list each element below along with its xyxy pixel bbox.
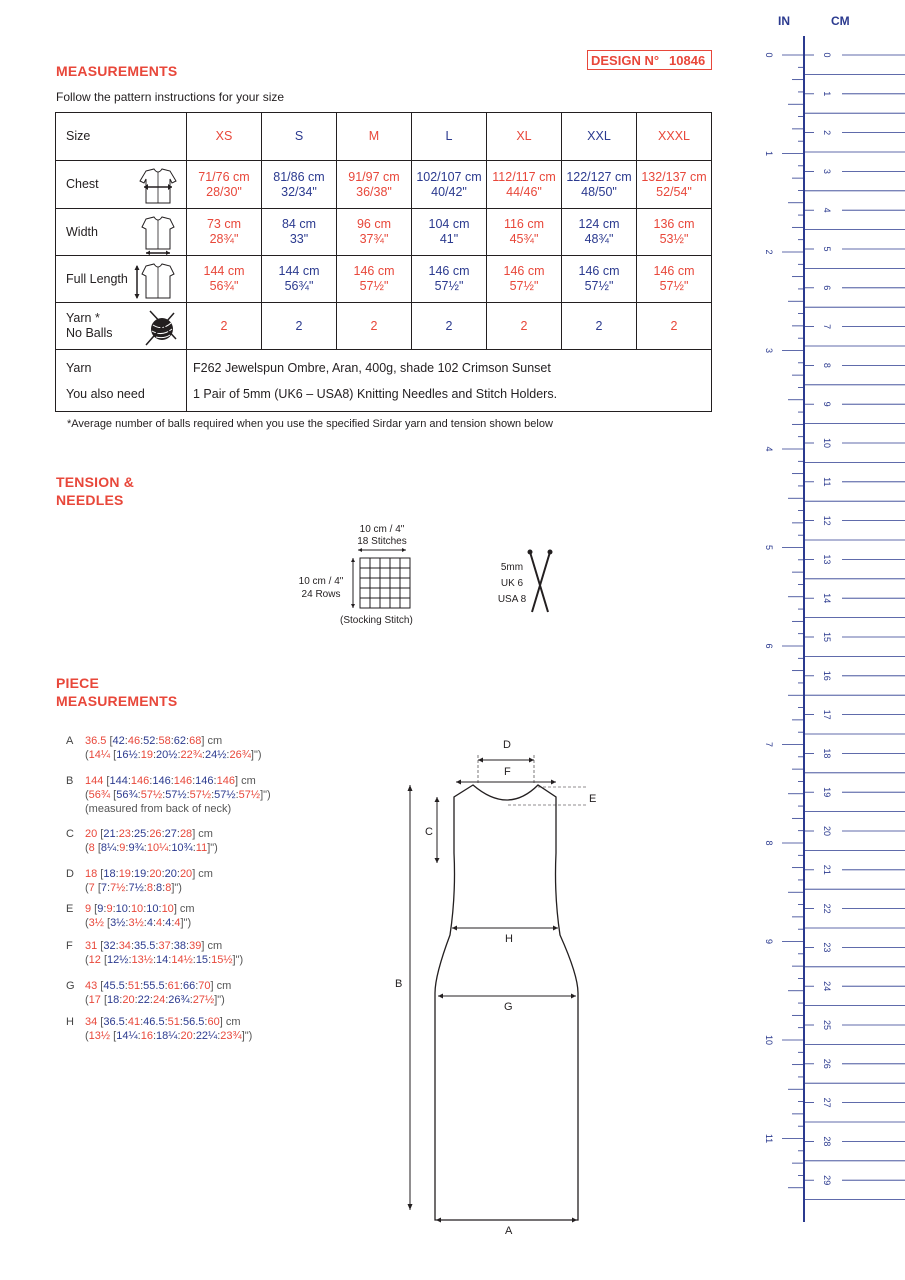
size-xxl: XXL [562, 113, 637, 161]
ruler-cm-number: 3 [822, 168, 832, 174]
ruler-cm-number: 7 [822, 324, 832, 330]
diagram-label-g: G [504, 1001, 513, 1013]
piece-measurement-list [0, 734, 320, 1054]
diagram-label-d: D [503, 739, 511, 751]
width-label: Width [66, 224, 98, 239]
piece-letter-d: D [66, 868, 74, 880]
chest-label: Chest [66, 177, 99, 191]
length-s: 144 cm 56¾" [262, 256, 337, 303]
balls-footnote: *Average number of balls required when you use the specified Sirdar yarn and tension shown below [67, 418, 553, 430]
size-label: Size [56, 113, 187, 161]
size-row [56, 113, 712, 161]
piece-in-line: (17 [18:20:22:24:26¾:27½]") [85, 994, 225, 1006]
diagram-label-h: H [505, 933, 513, 945]
ruler-cm-number: 0 [822, 52, 832, 58]
length-m: 146 cm 57½" [337, 256, 412, 303]
yarn-value: F262 Jewelspun Ombre, Aran, 400g, shade 102 Crimson Sunset [193, 360, 551, 375]
ruler-cm-number: 17 [822, 709, 832, 720]
width-m: 96 cm 37¾" [337, 209, 412, 256]
piece-in-line: (7 [7:7½:7½:8:8:8]") [85, 882, 182, 894]
diagram-label-b: B [395, 978, 403, 990]
ruler-inch-number: 3 [764, 347, 774, 354]
piece-cm-line: 43 [45.5:51:55.5:61:66:70] cm [85, 980, 232, 992]
ruler-cm-number: 24 [822, 981, 832, 992]
chest-m: 91/97 cm 36/38" [337, 161, 412, 209]
yarn-label: Yarn [66, 360, 92, 375]
piece-letter-f: F [66, 940, 73, 952]
knitting-needles-icon [526, 548, 554, 614]
ruler-cm-number: 11 [822, 477, 832, 487]
diagram-label-f: F [504, 766, 511, 778]
ruler-inch-number: 8 [764, 840, 774, 846]
piece-heading [56, 674, 177, 710]
piece-cm-line: 36.5 [42:46:52:58:62:68] cm [85, 735, 223, 747]
ruler-cm-number: 6 [822, 285, 832, 291]
ruler-inch-number: 10 [764, 1034, 774, 1046]
ruler-cm-number: 14 [822, 593, 832, 604]
width-xxxl: 136 cm 53½" [637, 209, 712, 256]
length-xxxl: 146 cm 57½" [637, 256, 712, 303]
ruler-cm-number: 18 [822, 748, 832, 759]
size-xs: XS [187, 113, 262, 161]
garment-diagram [390, 735, 600, 1245]
chest-label-cell [56, 161, 187, 209]
ruler-inch-number: 1 [764, 150, 774, 157]
width-label-cell [56, 209, 187, 256]
ruler-cm-number: 8 [822, 362, 832, 368]
piece-in-line: (14¼ [16½:19:20½:22¾:24½:26¾]") [85, 749, 262, 761]
yarn-balls-label-2: No Balls [66, 326, 113, 340]
piece-measurement-d [85, 867, 213, 895]
measurements-intro: Follow the pattern instructions for your size [56, 90, 285, 104]
yarn-row [56, 350, 712, 412]
yarn-balls-row [56, 303, 712, 350]
ruler-inch-number: 7 [764, 741, 774, 748]
ruler-inch-number: 6 [764, 643, 774, 649]
ruler-cm-number: 21 [822, 864, 832, 875]
ruler-cm-number: 26 [822, 1058, 832, 1069]
piece-in-line: (12 [12½:13½:14:14½:15:15½]") [85, 954, 244, 966]
yarn-balls-label-cell [56, 303, 187, 350]
piece-cm-line: 31 [32:34:35.5:37:38:39] cm [85, 940, 223, 952]
chest-xl: 112/117 cm 44/46" [487, 161, 562, 209]
piece-in-line: (3½ [3½:3½:4:4:4:4]") [85, 917, 192, 929]
need-value: 1 Pair of 5mm (UK6 – USA8) Knitting Needles and Stitch Holders. [193, 386, 558, 401]
piece-cm-line: 9 [9:9:10:10:10:10] cm [85, 903, 195, 915]
ruler-inch-number: 4 [764, 446, 774, 452]
ruler-cm-number: 9 [822, 401, 832, 407]
piece-extra-note: (measured from back of neck) [85, 803, 232, 815]
balls-xl: 2 [487, 303, 562, 350]
size-table [55, 112, 712, 412]
design-number: 10846 [669, 53, 706, 68]
ruler-inch-number: 11 [764, 1133, 774, 1144]
balls-xxl: 2 [562, 303, 637, 350]
piece-measurement-e [85, 902, 195, 930]
size-s: S [262, 113, 337, 161]
tension-heading [56, 473, 134, 509]
ruler-scale [752, 0, 905, 1280]
yarn-labels-cell [56, 350, 187, 412]
piece-cm-line: 144 [144:146:146:146:146:146] cm [85, 775, 256, 787]
chest-l: 102/107 cm 40/42" [412, 161, 487, 209]
balls-l: 2 [412, 303, 487, 350]
tension-bottom-label: (Stocking Stitch) [340, 615, 413, 626]
width-row [56, 209, 712, 256]
ruler-cm-number: 16 [822, 670, 832, 681]
chest-xxl: 122/127 cm 48/50" [562, 161, 637, 209]
piece-heading-line-2: MEASUREMENTS [56, 693, 178, 709]
yarn-balls-label-1: Yarn * [66, 311, 100, 325]
design-label: DESIGN N° [591, 53, 660, 68]
measurements-heading: MEASUREMENTS [56, 63, 178, 79]
width-xs: 73 cm 28¾" [187, 209, 262, 256]
ruler-cm-number: 19 [822, 787, 832, 798]
balls-xxxl: 2 [637, 303, 712, 350]
length-l: 146 cm 57½" [412, 256, 487, 303]
diagram-label-c: C [425, 826, 433, 838]
width-xxl: 124 cm 48¾" [562, 209, 637, 256]
piece-cm-line: 34 [36.5:41:46.5:51:56.5:60] cm [85, 1016, 241, 1028]
piece-in-line: (8 [8¼:9:9¾:10¼:10¾:11]") [85, 842, 218, 854]
ruler-cm-number: 22 [822, 903, 832, 914]
diagram-label-a: A [505, 1225, 513, 1237]
cardigan-width-icon [138, 215, 178, 255]
ruler-cm-number: 1 [822, 91, 832, 97]
ruler-inch-number: 9 [764, 938, 774, 945]
ruler-cm-number: 27 [822, 1097, 832, 1108]
balls-m: 2 [337, 303, 412, 350]
ruler-cm-number: 25 [822, 1019, 832, 1031]
tension-swatch-grid [350, 548, 430, 612]
piece-cm-line: 20 [21:23:25:26:27:28] cm [85, 828, 213, 840]
measuring-ruler [752, 0, 905, 1280]
piece-measurement-a [85, 734, 262, 762]
tension-heading-line-1: TENSION & [56, 474, 135, 490]
tension-heading-line-2: NEEDLES [56, 492, 124, 508]
size-l: L [412, 113, 487, 161]
cardigan-length-icon [134, 262, 178, 302]
chest-xs: 71/76 cm 28/30" [187, 161, 262, 209]
piece-letter-a: A [66, 735, 74, 747]
yarn-values-cell [187, 350, 712, 412]
size-m: M [337, 113, 412, 161]
ruler-inch-number: 2 [764, 249, 774, 255]
chest-xxxl: 132/137 cm 52/54" [637, 161, 712, 209]
length-xs: 144 cm 56¾" [187, 256, 262, 303]
ruler-cm-number: 28 [822, 1136, 832, 1147]
ruler-cm-number: 13 [822, 554, 832, 565]
diagram-label-e: E [589, 793, 597, 805]
balls-xs: 2 [187, 303, 262, 350]
needle-size-label: 5mm UK 6 USA 8 [497, 562, 527, 605]
ruler-cm-number: 5 [822, 246, 832, 252]
piece-letter-e: E [66, 903, 74, 915]
balls-s: 2 [262, 303, 337, 350]
chest-s: 81/86 cm 32/34" [262, 161, 337, 209]
cardigan-chest-icon [138, 167, 178, 205]
length-label: Full Length [66, 271, 128, 286]
piece-in-line: (56¾ [56¾:57½:57½:57½:57½:57½]") [85, 789, 271, 801]
piece-measurement-b [85, 774, 271, 816]
piece-in-line: (13½ [14¼:16:18¼:20:22¼:23¾]") [85, 1030, 253, 1042]
ruler-in-label: IN [778, 14, 790, 28]
piece-cm-line: 18 [18:19:19:20:20:20] cm [85, 868, 213, 880]
ruler-cm-number: 2 [822, 130, 832, 136]
ruler-cm-label: CM [831, 14, 850, 28]
tension-top-label: 10 cm / 4" 18 Stitches [357, 524, 407, 547]
ruler-cm-number: 23 [822, 942, 832, 953]
ruler-cm-number: 10 [822, 437, 832, 449]
length-row [56, 256, 712, 303]
width-xl: 116 cm 45¾" [487, 209, 562, 256]
yarn-ball-icon [142, 309, 178, 347]
ruler-cm-number: 12 [822, 515, 832, 526]
ruler-inch-number: 0 [764, 52, 774, 58]
size-xl: XL [487, 113, 562, 161]
size-xxxl: XXXL [637, 113, 712, 161]
tension-side-label: 10 cm / 4" 24 Rows [298, 576, 344, 600]
width-s: 84 cm 33" [262, 209, 337, 256]
width-l: 104 cm 41" [412, 209, 487, 256]
piece-measurement-c [85, 827, 218, 855]
ruler-cm-number: 20 [822, 825, 832, 837]
piece-letter-g: G [66, 980, 75, 992]
piece-measurement-g [85, 979, 231, 1007]
chest-row [56, 161, 712, 209]
piece-letter-b: B [66, 775, 74, 787]
ruler-cm-number: 29 [822, 1175, 832, 1186]
piece-letter-c: C [66, 828, 74, 840]
length-xxl: 146 cm 57½" [562, 256, 637, 303]
ruler-cm-number: 4 [822, 207, 832, 213]
ruler-cm-number: 15 [822, 631, 832, 643]
piece-measurement-f [85, 939, 243, 967]
piece-heading-line-1: PIECE [56, 675, 100, 691]
piece-letter-h: H [66, 1016, 74, 1028]
piece-measurement-h [85, 1015, 252, 1043]
ruler-inch-number: 5 [764, 544, 774, 551]
length-xl: 146 cm 57½" [487, 256, 562, 303]
need-label: You also need [66, 386, 145, 401]
length-label-cell [56, 256, 187, 303]
design-number-box [587, 50, 712, 70]
